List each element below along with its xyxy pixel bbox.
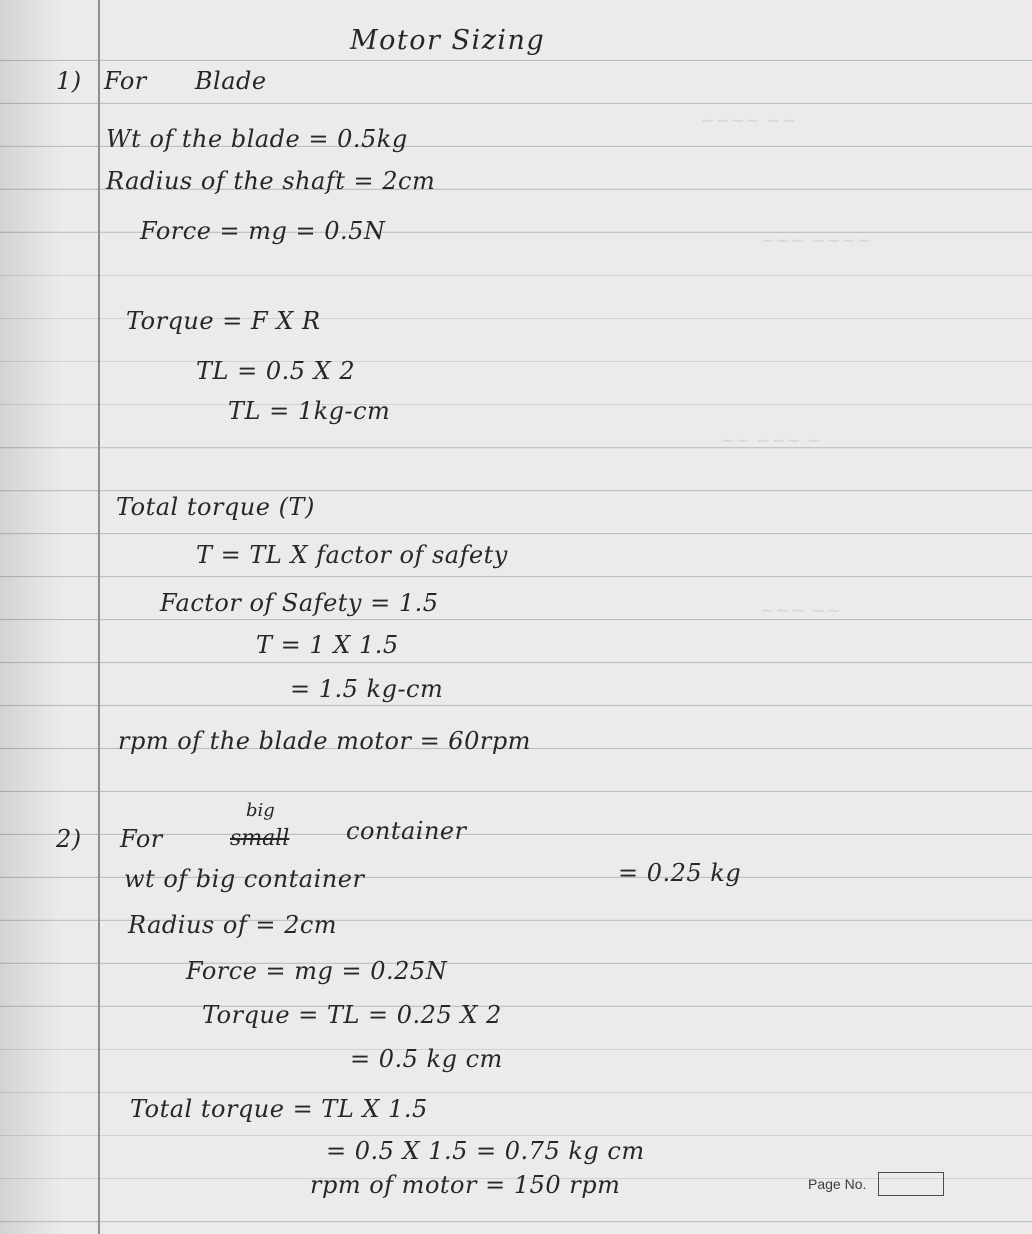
inserted-word: big — [246, 800, 275, 821]
total-torque-formula: T = TL X factor of safety — [196, 541, 508, 569]
container-weight-value: = 0.25 kg — [618, 859, 742, 887]
total-torque-calc: T = 1 X 1.5 — [256, 631, 399, 659]
shaft-radius: Radius of the shaft = 2cm — [106, 167, 436, 195]
margin-line — [98, 0, 100, 1234]
load-torque-result: TL = 1kg-cm — [228, 397, 391, 425]
bleed-through-mark: ~~ ~~~ ~ — [720, 430, 822, 451]
page-title: Motor Sizing — [350, 25, 546, 56]
blade-motor-rpm: rpm of the blade motor = 60rpm — [118, 727, 531, 755]
container-torque: Torque = TL = 0.25 X 2 — [202, 1001, 502, 1029]
blade-force: Force = mg = 0.5N — [140, 217, 386, 245]
section-number: 2) — [56, 825, 82, 853]
section-heading: For Blade — [104, 67, 267, 95]
struck-word: small — [230, 826, 290, 851]
load-torque-calc: TL = 0.5 X 2 — [196, 357, 356, 385]
bleed-through-mark: ~~~ ~~ — [760, 600, 842, 621]
section-heading-suffix: container — [346, 817, 467, 845]
total-torque-heading: Total torque (T) — [116, 493, 315, 521]
container-radius: Radius of = 2cm — [128, 911, 338, 939]
bleed-through-mark: ~~~ ~~~~ — [760, 230, 872, 251]
container-total-torque: Total torque = TL X 1.5 — [130, 1095, 428, 1123]
container-force: Force = mg = 0.25N — [186, 957, 448, 985]
page-number-label: Page No. — [808, 1176, 867, 1192]
bleed-through-mark: ~~~~ ~~ — [700, 110, 797, 131]
container-weight: wt of big container — [124, 865, 365, 893]
container-motor-rpm: rpm of motor = 150 rpm — [310, 1171, 621, 1199]
container-total-calc: = 0.5 X 1.5 = 0.75 kg cm — [326, 1137, 645, 1165]
section-number: 1) — [56, 67, 82, 95]
page-number-box — [878, 1172, 944, 1196]
total-torque-result: = 1.5 kg-cm — [290, 675, 444, 703]
container-torque-result: = 0.5 kg cm — [350, 1045, 503, 1073]
factor-of-safety: Factor of Safety = 1.5 — [160, 589, 439, 617]
section-heading-prefix: For — [120, 825, 163, 853]
torque-formula: Torque = F X R — [126, 307, 321, 335]
blade-weight: Wt of the blade = 0.5kg — [106, 125, 408, 153]
